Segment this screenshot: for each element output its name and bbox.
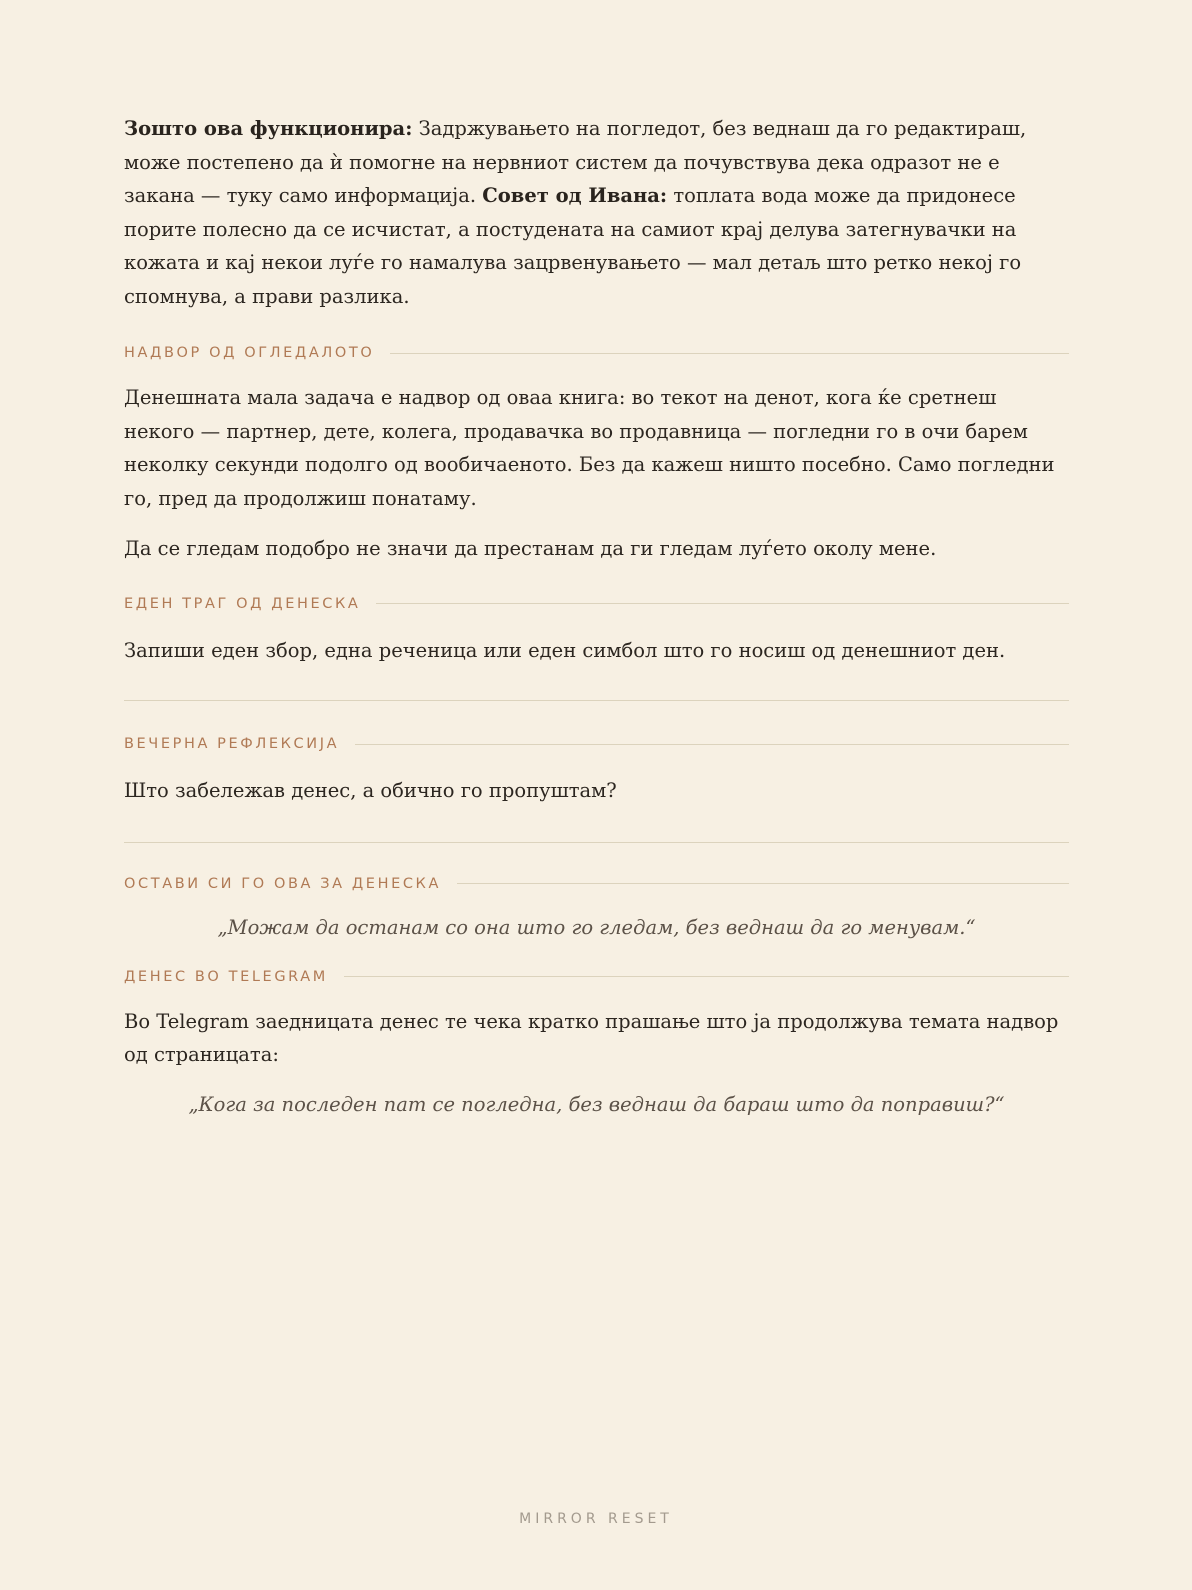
telegram-question-quote: „Кога за последен пат се погледна, без веднаш да бараш што да поправиш?“	[188, 1092, 1005, 1116]
heading-rule	[390, 353, 1069, 354]
section-title-telegram: ДЕНЕС ВО TELEGRAM	[124, 968, 328, 985]
section-title-trace: ЕДЕН ТРАГ ОД ДЕНЕСКА	[124, 595, 361, 612]
intro-text-2: топлата вода може да придонесе порите полесно да се исчистат, а постудената на самиот крај делува затегнувачки на кожата и кај некои луѓе го намалува зацрвенувањето — мал детаљ што ретко некој го спомнува, а прави разлика.	[124, 184, 1022, 308]
page-content	[124, 112, 1069, 1120]
heading-rule	[344, 976, 1069, 977]
outside-closing-line: Да се гледам подобро не значи да престанам да ги гледам луѓето околу мене.	[124, 537, 937, 560]
intro-paragraph	[124, 112, 1069, 313]
telegram-paragraph: Во Telegram заедницата денес те чека кратко прашање што ја продолжува темата надвор од страницата:	[124, 1009, 1059, 1066]
section-heading-telegram	[124, 967, 1069, 987]
section-heading-reflection	[124, 734, 1069, 754]
trace-prompt: Запиши еден збор, една реченица или еден симбол што го носиш од денешниот ден.	[124, 638, 1006, 662]
heading-rule	[376, 603, 1069, 604]
section-heading-outside	[124, 343, 1069, 363]
daily-affirmation-quote: „Можам да останам со она што го гледам, без веднаш да го менувам.“	[217, 915, 976, 939]
writing-line	[124, 700, 1069, 701]
section-title-reflection: ВЕЧЕРНА РЕФЛЕКСИЈА	[124, 736, 340, 752]
tip-label: Совет од Ивана:	[482, 184, 668, 207]
outside-paragraph: Денешната мала задача е надвор од оваа книга: во текот на денот, кога ќе сретнеш некого — партнер, дете, колега, продавачка во продавница — погледни го в очи барем неколку секунди подолго од вообичаеното. Без да кажеш ништо посебно. Само погледни го, пред да продолжиш понатаму.	[124, 386, 1055, 510]
section-heading-keep	[124, 874, 1069, 894]
why-it-works-label: Зошто ова функционира:	[124, 117, 413, 140]
intro-text-1: Задржувањето на погледот, без веднаш да го редактираш, може постепено да ѝ помогне на нервниот систем да почувствува дека одразот не е закана — туку само информација.	[124, 117, 1027, 207]
section-title-outside: НАДВОР ОД ОГЛЕДАЛОТО	[124, 345, 375, 361]
section-heading-trace	[124, 594, 1069, 614]
writing-line	[124, 842, 1069, 843]
heading-rule	[457, 883, 1069, 884]
reflection-prompt: Што забележав денес, а обично го пропуштам?	[124, 779, 617, 802]
section-title-keep: ОСТАВИ СИ ГО ОВА ЗА ДЕНЕСКА	[124, 875, 441, 892]
footer-brand: MIRROR RESET	[519, 1511, 673, 1527]
heading-rule	[355, 744, 1069, 745]
